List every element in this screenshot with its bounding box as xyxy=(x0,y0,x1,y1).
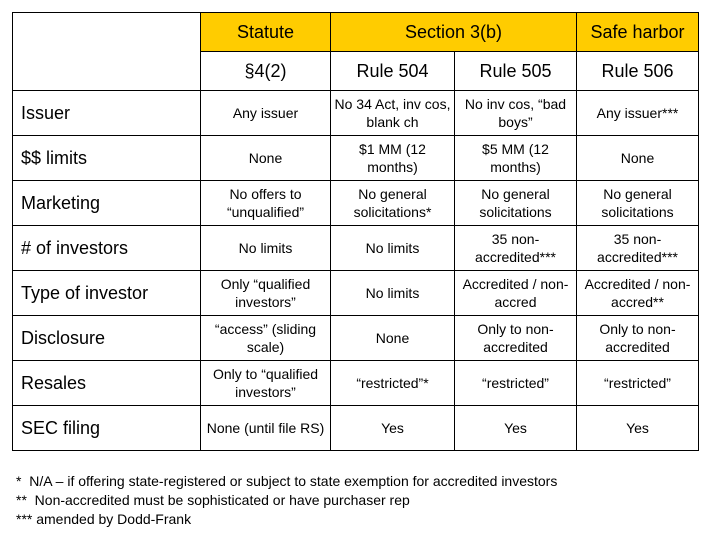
table-cell: 35 non-accredited*** xyxy=(577,226,699,271)
table-row xyxy=(13,271,699,316)
subhead-section-4-2: §4(2) xyxy=(201,52,331,91)
table-cell: No general solicitations xyxy=(577,181,699,226)
table-row xyxy=(13,406,699,451)
header-safe-harbor: Safe harbor xyxy=(577,13,699,52)
comparison-table-wrapper xyxy=(12,12,699,451)
footnote-double-asterisk: ** Non-accredited must be sophisticated or have purchaser rep xyxy=(16,492,410,508)
table-cell: Any issuer*** xyxy=(577,91,699,136)
table-cell: “restricted”* xyxy=(331,361,455,406)
table-cell: Only to “qualified investors” xyxy=(201,361,331,406)
footnote-single-asterisk: * N/A – if offering state-registered or subject to state exemption for accredited investors xyxy=(16,473,558,489)
table-row xyxy=(13,181,699,226)
table-cell: “restricted” xyxy=(577,361,699,406)
table-cell: Yes xyxy=(331,406,455,451)
footnotes xyxy=(16,472,557,529)
table-cell: No offers to “unqualified” xyxy=(201,181,331,226)
table-cell: Only “qualified investors” xyxy=(201,271,331,316)
subhead-rule-504: Rule 504 xyxy=(331,52,455,91)
table-row xyxy=(13,136,699,181)
header-row-groups xyxy=(13,13,699,52)
table-cell: $5 MM (12 months) xyxy=(455,136,577,181)
table-cell: No inv cos, “bad boys” xyxy=(455,91,577,136)
table-row xyxy=(13,361,699,406)
table-cell: None xyxy=(577,136,699,181)
table-cell: 35 non-accredited*** xyxy=(455,226,577,271)
table-cell: None xyxy=(201,136,331,181)
table-cell: No general solicitations xyxy=(455,181,577,226)
table-cell: Yes xyxy=(577,406,699,451)
subhead-rule-505: Rule 505 xyxy=(455,52,577,91)
table-cell: Accredited / non-accred** xyxy=(577,271,699,316)
row-label-sec-filing: SEC filing xyxy=(13,406,201,451)
table-cell: No general solicitations* xyxy=(331,181,455,226)
table-cell: Any issuer xyxy=(201,91,331,136)
table-cell: $1 MM (12 months) xyxy=(331,136,455,181)
table-row xyxy=(13,226,699,271)
subhead-rule-506: Rule 506 xyxy=(577,52,699,91)
table-cell: Yes xyxy=(455,406,577,451)
table-cell: Only to non-accredited xyxy=(455,316,577,361)
row-label-dollar-limits: $$ limits xyxy=(13,136,201,181)
table-cell: No limits xyxy=(331,226,455,271)
corner-blank-cell xyxy=(13,13,201,91)
table-cell: None xyxy=(331,316,455,361)
table-cell: “restricted” xyxy=(455,361,577,406)
table-cell: No limits xyxy=(201,226,331,271)
securities-exemption-table xyxy=(12,12,699,451)
table-cell: No 34 Act, inv cos, blank ch xyxy=(331,91,455,136)
table-cell: “access” (sliding scale) xyxy=(201,316,331,361)
row-label-type-of-investor: Type of investor xyxy=(13,271,201,316)
table-row xyxy=(13,316,699,361)
row-label-marketing: Marketing xyxy=(13,181,201,226)
header-statute: Statute xyxy=(201,13,331,52)
header-section-3b: Section 3(b) xyxy=(331,13,577,52)
row-label-disclosure: Disclosure xyxy=(13,316,201,361)
table-cell: Accredited / non-accred xyxy=(455,271,577,316)
row-label-number-of-investors: # of investors xyxy=(13,226,201,271)
row-label-resales: Resales xyxy=(13,361,201,406)
table-cell: Only to non-accredited xyxy=(577,316,699,361)
table-cell: None (until file RS) xyxy=(201,406,331,451)
footnote-triple-asterisk: *** amended by Dodd-Frank xyxy=(16,511,192,527)
row-label-issuer: Issuer xyxy=(13,91,201,136)
table-row xyxy=(13,91,699,136)
table-cell: No limits xyxy=(331,271,455,316)
